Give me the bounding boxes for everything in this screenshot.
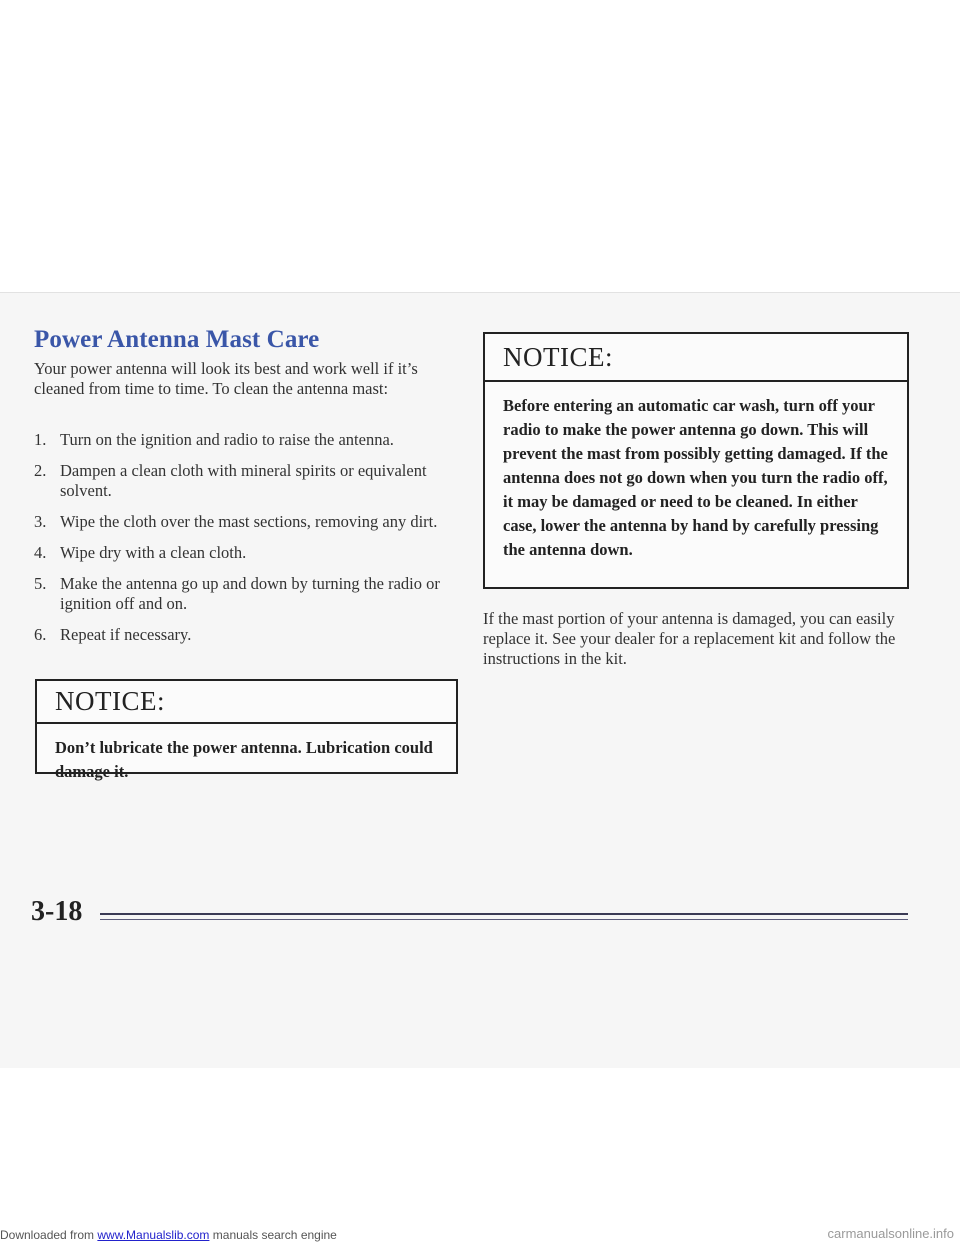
- list-item: [34, 461, 454, 501]
- list-item: [34, 430, 454, 450]
- manualslib-link[interactable]: www.Manualslib.com: [97, 1228, 210, 1242]
- step-number: 4.: [34, 543, 47, 562]
- step-text: Repeat if necessary.: [60, 625, 192, 644]
- watermark: carmanualsonline.info: [827, 1226, 954, 1241]
- page-number: 3-18: [31, 896, 83, 927]
- step-text: Turn on the ignition and radio to raise the antenna.: [60, 430, 394, 449]
- notice-box-car-wash: [483, 332, 909, 589]
- list-item: [34, 543, 454, 563]
- footer-rule-thin: [100, 919, 908, 920]
- step-number: 1.: [34, 430, 47, 449]
- top-divider: [0, 292, 960, 293]
- download-footer: [0, 1228, 337, 1242]
- list-item: [34, 574, 454, 614]
- step-number: 2.: [34, 461, 47, 480]
- notice-text: Before entering an automatic car wash, turn off your radio to make the power antenna go down. This will prevent the mast from possibly getting damaged. If the antenna does not go down when you turn the radio off, it may be damaged or need to be cleaned. In either case, lower the antenna by hand by carefully pressing the antenna down.: [503, 396, 888, 559]
- notice-text: Don’t lubricate the power antenna. Lubrication could damage it.: [55, 738, 433, 781]
- footer-prefix: Downloaded from: [0, 1228, 98, 1242]
- step-text: Dampen a clean cloth with mineral spirits or equivalent solvent.: [60, 461, 427, 500]
- notice-title: NOTICE:: [37, 681, 456, 724]
- notice-title: NOTICE:: [485, 334, 907, 382]
- step-text: Make the antenna go up and down by turning the radio or ignition off and on.: [60, 574, 440, 613]
- notice-box-lubrication: [35, 679, 458, 781]
- list-item: [34, 625, 454, 645]
- section-heading: Power Antenna Mast Care: [34, 326, 320, 353]
- footer-rule: [100, 913, 908, 915]
- step-text: Wipe the cloth over the mast sections, removing any dirt.: [60, 512, 438, 531]
- step-text: Wipe dry with a clean cloth.: [60, 543, 247, 562]
- intro-paragraph: Your power antenna will look its best and work well if it’s cleaned from time to time. To clean the antenna mast:: [34, 359, 418, 398]
- step-number: 5.: [34, 574, 47, 593]
- step-number: 3.: [34, 512, 47, 531]
- steps-list: [34, 430, 454, 656]
- footer-suffix: manuals search engine: [209, 1228, 337, 1242]
- step-number: 6.: [34, 625, 47, 644]
- replacement-paragraph: If the mast portion of your antenna is damaged, you can easily replace it. See your dealer for a replacement kit and follow the instructions in the kit.: [483, 609, 896, 668]
- list-item: [34, 512, 454, 532]
